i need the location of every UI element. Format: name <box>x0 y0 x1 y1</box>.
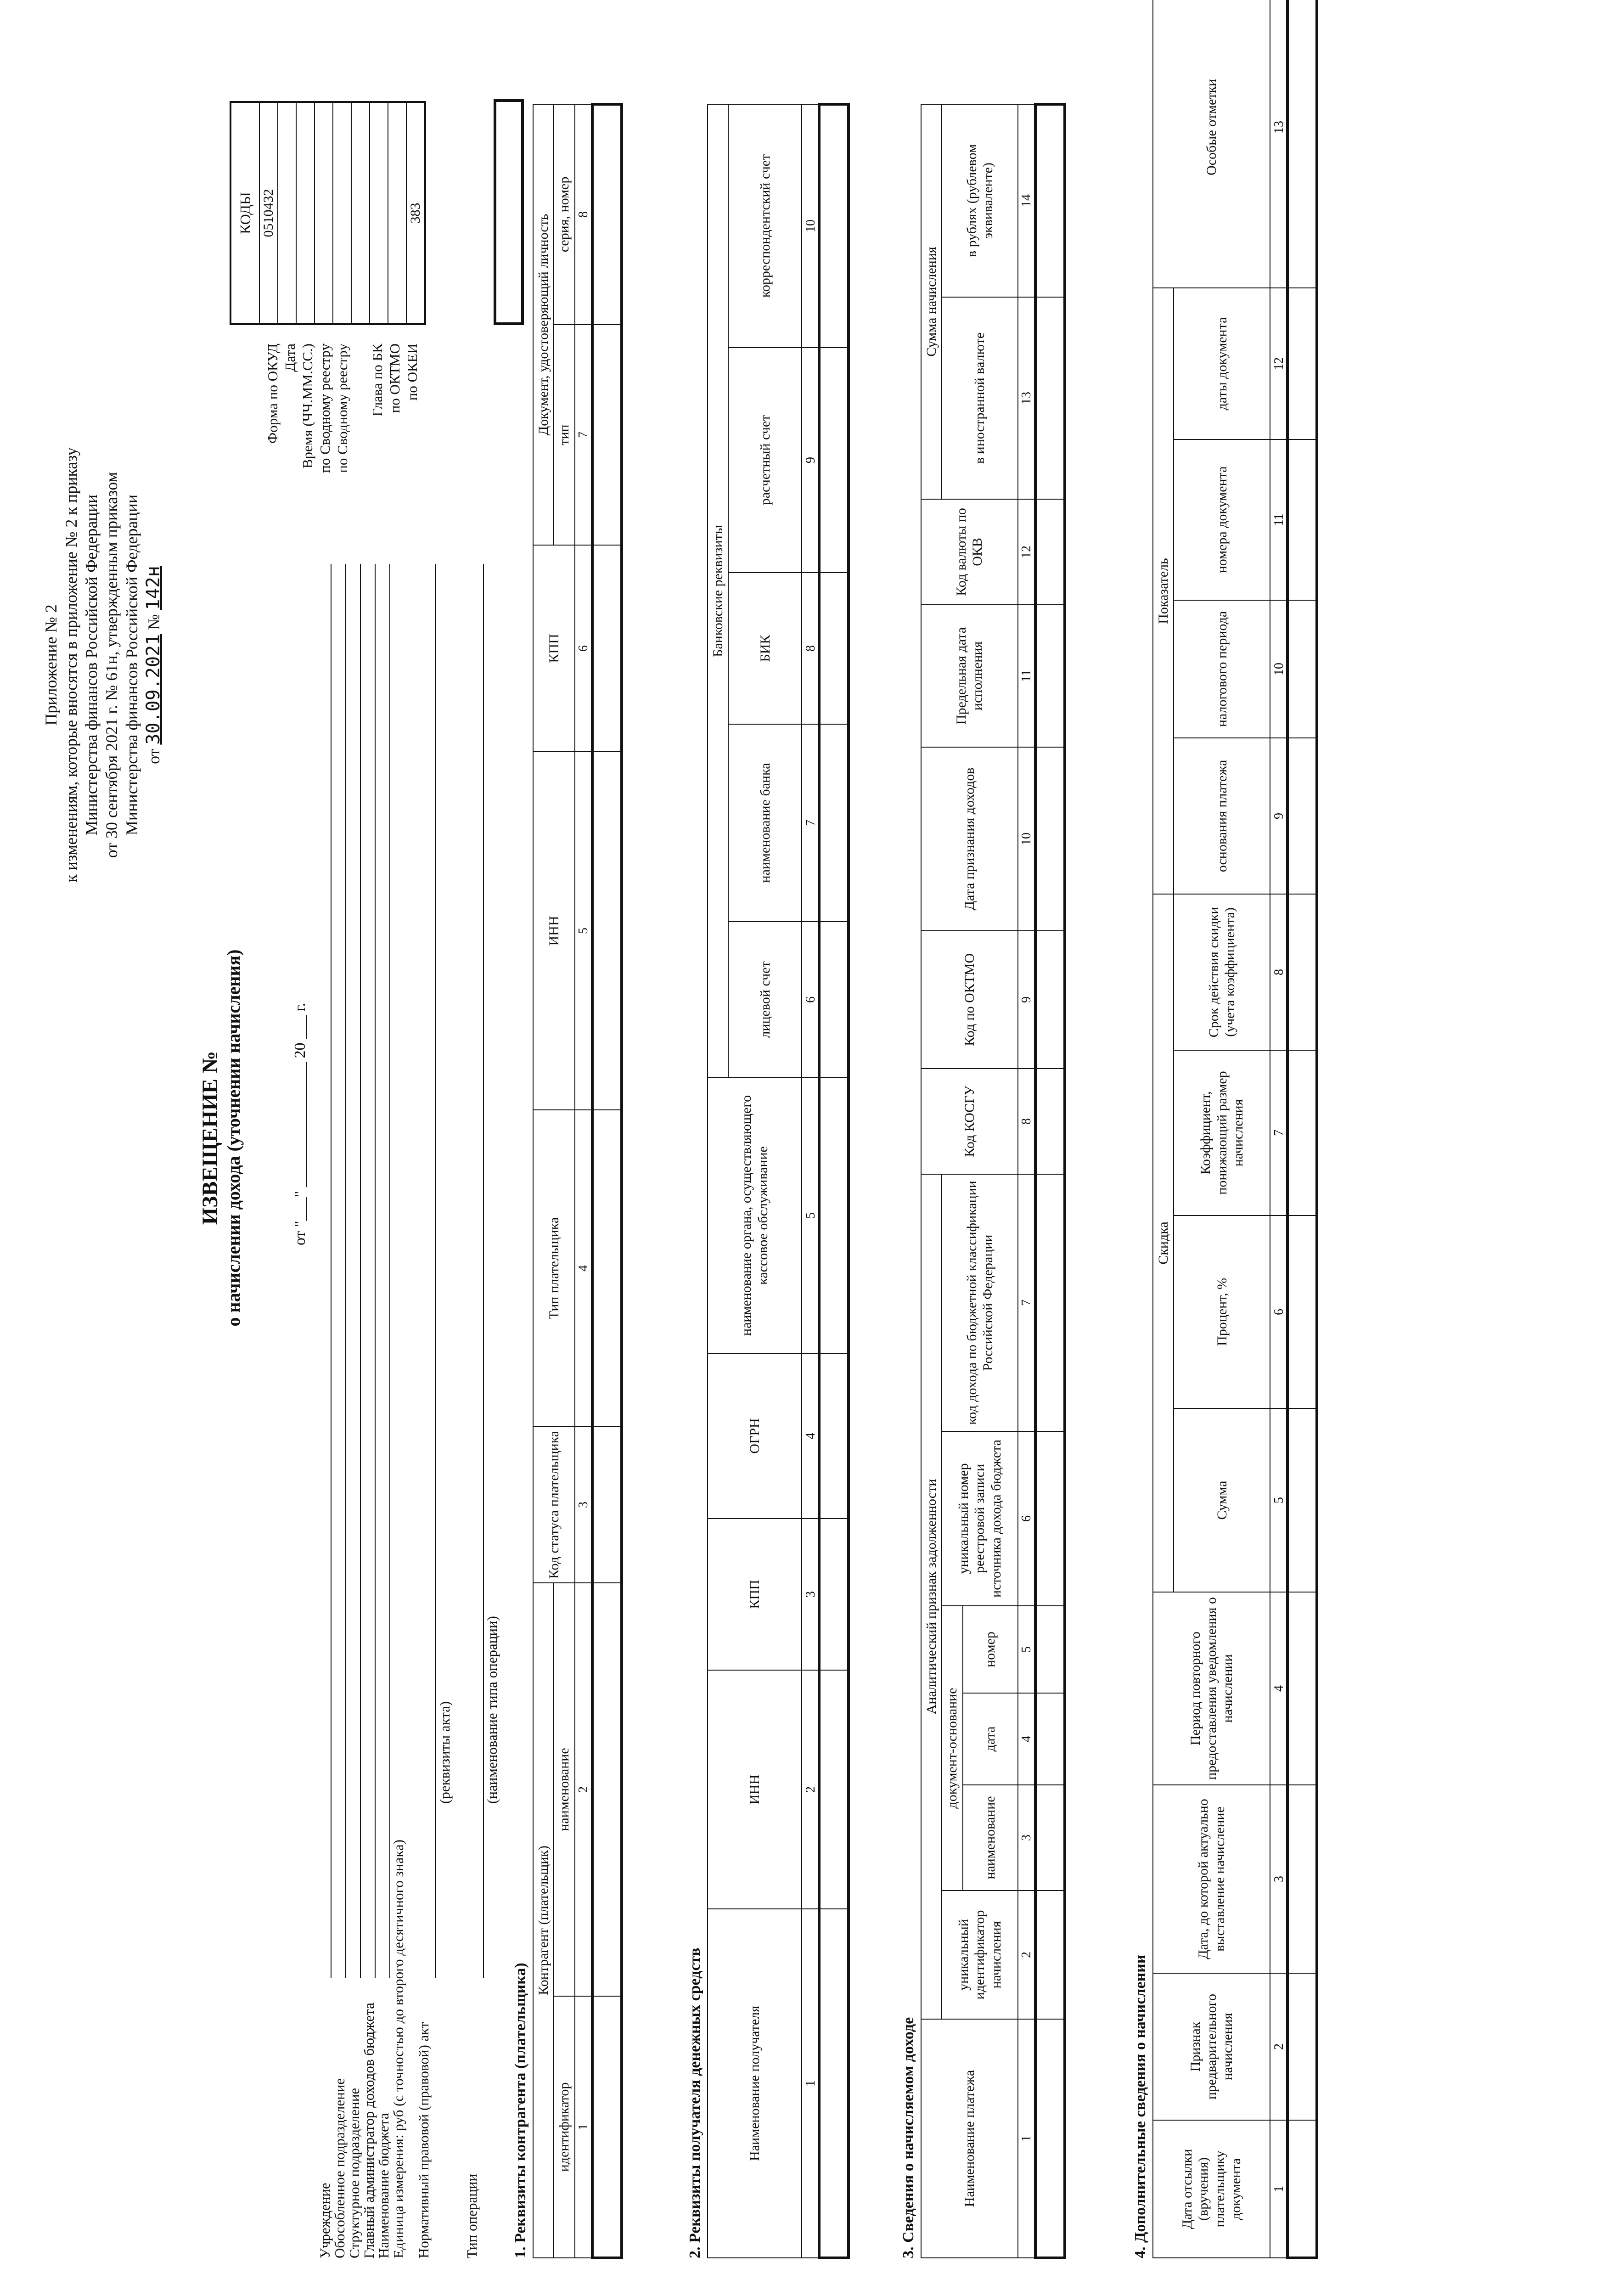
col-num: 9 <box>802 348 819 573</box>
date-line: от "___" ________________ 20 ___ г. <box>292 1002 309 1246</box>
legal-act-line[interactable] <box>435 564 436 1978</box>
col-rubles: в рублях (рублевом эквиваленте) <box>942 104 1017 297</box>
col-num: 1 <box>1018 2019 1035 2258</box>
code-registry-2[interactable] <box>332 103 351 323</box>
col-num: 8 <box>802 573 819 724</box>
col-doc-series: серия, номер <box>554 104 574 325</box>
order-date: 30.09.2021 <box>142 634 164 745</box>
appendix-line-5: Министерства финансов Российской Федерации <box>122 494 141 836</box>
order-number: 142н <box>142 566 164 610</box>
document-title <box>197 862 244 1413</box>
code-label-oktmo: по ОКТМО <box>387 343 403 413</box>
col-num: 8 <box>575 104 592 325</box>
section3-table <box>921 104 1065 2258</box>
code-date[interactable] <box>277 103 296 323</box>
col-num: 3 <box>575 1427 592 1583</box>
col-bik: БИК <box>728 573 802 724</box>
col-num: 8 <box>1018 1069 1035 1174</box>
col-num: 3 <box>1018 1785 1035 1891</box>
section2-table <box>707 104 849 2258</box>
col-num: 9 <box>1018 931 1035 1069</box>
code-bk[interactable] <box>369 103 388 323</box>
col-num: 9 <box>1270 738 1287 894</box>
legal-act-hint: (реквизиты акта) <box>437 1701 453 1804</box>
col-document-date: даты документа <box>1174 288 1270 439</box>
col-sent-date: Дата отсылки (вручения) плательщику документа <box>1153 2120 1270 2258</box>
col-num: 1 <box>802 1909 819 2258</box>
col-cash-service-body: наименование органа, осуществляющего кассовое обслуживание <box>708 1078 802 1353</box>
group-accrual-sum: Сумма начисления <box>921 104 942 499</box>
col-registry-number: уникальный номер реестровой записи источника дохода бюджета <box>942 1431 1017 1606</box>
group-id-document: Документ, удостоверяющий личность <box>533 104 554 545</box>
col-num: 6 <box>1270 1216 1287 1408</box>
col-recipient-inn: ИНН <box>708 1670 802 1909</box>
col-num: 1 <box>1270 2120 1287 2258</box>
appendix-annotation <box>41 298 164 1032</box>
col-document-number: номера документа <box>1174 439 1270 600</box>
col-num: 2 <box>802 1670 819 1909</box>
chief-admin-line[interactable] <box>375 564 376 1978</box>
col-doc-number: номер <box>963 1606 1018 1693</box>
col-num: 2 <box>1270 1973 1287 2120</box>
col-accrual-uid: уникальный идентификатор начисления <box>942 1891 1017 2019</box>
col-num: 6 <box>1018 1431 1035 1606</box>
col-bank-name: наименование банка <box>728 724 802 922</box>
col-num: 13 <box>1018 297 1035 499</box>
institution-line[interactable] <box>331 564 332 1978</box>
page-subtitle: о начислении дохода (уточнении начисления) <box>223 949 244 1327</box>
col-oktmo: Код по ОКТМО <box>921 931 1018 1069</box>
col-recognition-date: Дата признания доходов <box>921 747 1018 931</box>
budget-name-line[interactable] <box>389 564 390 1978</box>
col-actual-until: Дата, до которой актуально выставление начисление <box>1153 1785 1270 1973</box>
col-doc-date: дата <box>963 1693 1018 1785</box>
col-num: 12 <box>1018 499 1035 605</box>
field-structural-unit: Структурное подразделение <box>346 2088 362 2258</box>
col-payment-basis: основания платежа <box>1174 738 1270 894</box>
col-num: 12 <box>1270 288 1287 439</box>
group-discount: Скидка <box>1153 894 1174 1592</box>
section4-table <box>1152 0 1317 2258</box>
col-num: 2 <box>575 1583 592 1996</box>
group-indicator: Показатель <box>1153 288 1174 894</box>
col-recipient-name: Наименование получателя <box>708 1909 802 2258</box>
col-reduction-coefficient: Коэффициент, понижающий размер начисления <box>1174 1050 1270 1216</box>
col-foreign-currency: в иностранной валюте <box>942 297 1017 499</box>
code-okud[interactable]: 0510432 <box>259 103 277 323</box>
table-row[interactable] <box>1035 104 1065 2258</box>
table-row[interactable] <box>592 104 622 2258</box>
col-special-notes: Особые отметки <box>1153 0 1270 288</box>
appendix-line-3: Министерства финансов Российской Федерации <box>82 494 101 836</box>
codes-labels <box>264 343 421 582</box>
col-num: 4 <box>802 1353 819 1519</box>
field-unit: Единица измерения: руб (с точностью до второго десятичного знака) <box>390 1840 406 2258</box>
code-label-registry-1: по Сводному реестру <box>317 343 333 473</box>
col-num: 13 <box>1270 0 1287 288</box>
operation-type-code-box[interactable] <box>494 99 524 325</box>
operation-type-hint: (наименование типа операции) <box>484 1616 500 1804</box>
col-num: 2 <box>1018 1891 1035 2019</box>
col-discount-sum: Сумма <box>1174 1408 1270 1592</box>
col-payer-type: Тип плательщика <box>533 1110 575 1427</box>
col-currency-code: Код валюты по ОКВ <box>921 499 1018 605</box>
col-doc-type: тип <box>554 325 574 545</box>
col-num: 11 <box>1270 439 1287 600</box>
code-label-time: Время (ЧЧ.ММ.СС.) <box>299 343 315 469</box>
field-chief-admin: Главный администратор доходов бюджета <box>361 2003 377 2258</box>
col-num: 10 <box>1270 600 1287 738</box>
code-label-date: Дата <box>282 343 298 372</box>
col-num: 6 <box>802 922 819 1078</box>
code-label-bk: Глава по БК <box>369 343 385 416</box>
col-num: 3 <box>802 1519 819 1670</box>
col-preliminary-flag: Признак предварительного начисления <box>1153 1973 1270 2120</box>
col-identifier: идентификатор <box>554 1996 574 2258</box>
section1-table <box>533 104 622 2258</box>
col-num: 7 <box>1018 1174 1035 1431</box>
group-analytic: Аналитический признак задолженности <box>921 1174 942 2019</box>
table-row[interactable] <box>1287 0 1317 2258</box>
col-num: 7 <box>802 724 819 922</box>
col-num: 4 <box>1018 1693 1035 1785</box>
section1-title: 1. Реквизиты контрагента (плательщика) <box>512 1963 529 2258</box>
col-repeat-period: Период повторного предоставления уведомления о начислении <box>1153 1592 1270 1785</box>
group-doc-basis: документ-основание <box>942 1606 962 1891</box>
col-doc-name: наименование <box>963 1785 1018 1891</box>
col-num: 7 <box>575 325 592 545</box>
structural-unit-line[interactable] <box>360 564 361 1978</box>
page-title: ИЗВЕЩЕНИЕ № <box>198 1051 222 1225</box>
col-num: 7 <box>1270 1050 1287 1216</box>
col-num: 10 <box>802 104 819 348</box>
col-num: 11 <box>1018 605 1035 747</box>
col-recipient-ogrn: ОГРН <box>708 1353 802 1519</box>
separate-unit-line[interactable] <box>345 564 346 1978</box>
code-empty[interactable] <box>351 103 369 323</box>
operation-type-line[interactable] <box>483 564 484 1978</box>
section4-title: 4. Дополнительные сведения о начислении <box>1132 1954 1149 2258</box>
code-registry-1[interactable] <box>314 103 332 323</box>
col-payer-status: Код статуса плательщика <box>533 1427 575 1583</box>
appendix-line-1: Приложение № 2 <box>42 604 60 726</box>
col-num: 4 <box>1270 1592 1287 1785</box>
col-num: 8 <box>1270 894 1287 1050</box>
code-label-empty <box>351 343 369 582</box>
codes-header: КОДЫ <box>237 192 253 234</box>
field-operation-type: Тип операции <box>464 2174 480 2258</box>
section2-title: 2. Реквизиты получателя денежных средств <box>686 1947 703 2258</box>
code-okei[interactable]: 383 <box>406 103 424 323</box>
col-num: 3 <box>1270 1785 1287 1973</box>
field-legal-act: Нормативный правовой (правовой) акт <box>416 2022 432 2258</box>
codes-box <box>230 101 426 325</box>
col-tax-period: налогового периода <box>1174 600 1270 738</box>
appendix-line-2: к изменениям, которые вносятся в приложение № 2 к приказу <box>62 447 80 883</box>
col-num: 5 <box>1018 1606 1035 1693</box>
col-num: 5 <box>1270 1408 1287 1592</box>
appendix-line-6: от 30.09.2021 № 142н <box>142 566 164 764</box>
group-contragent: Контрагент (плательщик) <box>533 1583 554 2258</box>
col-settlement-account: расчетный счет <box>728 348 802 573</box>
field-institution: Учреждение <box>317 2183 333 2258</box>
col-num: 1 <box>575 1996 592 2258</box>
code-label-registry-2: по Сводному реестру <box>334 343 350 473</box>
col-num: 4 <box>575 1110 592 1427</box>
col-name: наименование <box>554 1583 574 1996</box>
group-bank-details: Банковские реквизиты <box>708 104 728 1078</box>
field-budget-name: Наименование бюджета <box>376 2113 392 2258</box>
table-row[interactable] <box>819 104 849 2258</box>
col-recipient-kpp: КПП <box>708 1519 802 1670</box>
col-discount-percent: Процент, % <box>1174 1216 1270 1408</box>
appendix-line-4: от 30 сентября 2021 г. № 61н, утвержденным приказом <box>102 472 121 858</box>
col-num: 10 <box>1018 747 1035 931</box>
code-time[interactable] <box>296 103 314 323</box>
section3-title: 3. Сведения о начисляемом доходе <box>900 2017 917 2258</box>
col-kosgu: Код КОСГУ <box>921 1069 1018 1174</box>
col-personal-account: лицевой счет <box>728 922 802 1078</box>
col-num: 14 <box>1018 104 1035 297</box>
col-inn: ИНН <box>533 752 575 1110</box>
field-separate-unit: Обособленное подразделение <box>332 2078 348 2258</box>
code-oktmo[interactable] <box>388 103 406 323</box>
code-label-okud: Форма по ОКУД <box>264 343 281 444</box>
col-budget-code: код дохода по бюджетной классификации Российской Федерации <box>942 1174 1017 1431</box>
col-deadline: Предельная дата исполнения <box>921 605 1018 747</box>
col-discount-validity: Срок действия скидки (учета коэффициента) <box>1174 894 1270 1050</box>
col-kpp: КПП <box>533 545 575 752</box>
code-label-okei: по ОКЕИ <box>404 343 420 401</box>
col-num: 6 <box>575 545 592 752</box>
col-payment-name: Наименование платежа <box>921 2019 1018 2258</box>
col-corr-account: корреспондентский счет <box>728 104 802 348</box>
col-num: 5 <box>575 752 592 1110</box>
col-num: 5 <box>802 1078 819 1353</box>
